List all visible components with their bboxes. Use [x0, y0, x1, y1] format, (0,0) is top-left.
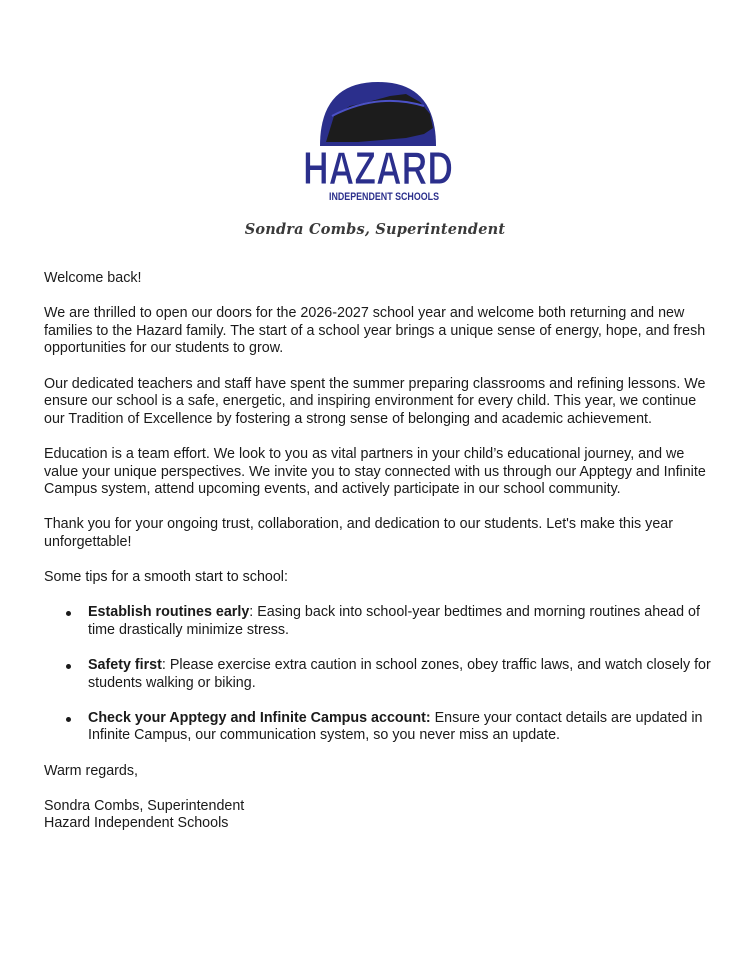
tip-text: Ensure your contact details are updated in Infinite Campus, our communication system, so you never miss an update.	[88, 709, 703, 744]
logo-subtitle: INDEPENDENT SCHOOLS	[329, 191, 439, 203]
tip-text: : Please exercise extra caution in school zones, obey traffic laws, and watch closely for students walking or biking.	[88, 657, 711, 691]
tip-title: Safety first	[88, 657, 162, 674]
paragraph: Thank you for your ongoing trust, collaboration, and dedication to our students. Let's make this year unforgettable!	[44, 516, 673, 550]
greeting: Welcome back!	[44, 270, 142, 286]
bullet-icon	[66, 611, 71, 616]
paragraph: We are thrilled to open our doors for the 2026-2027 school year and welcome both returning and new families to the Hazard family. The start of a school year brings a unique sense of energy, hope, and fresh opportunities for our students to grow.	[44, 305, 706, 357]
signoff-name: Sondra Combs, Superintendent	[44, 797, 245, 814]
bullet-icon	[66, 664, 71, 669]
letter-body	[44, 270, 712, 833]
list-item	[44, 710, 712, 745]
signoff-block	[44, 798, 712, 833]
header-signature: Sondra Combs, Superintendent	[244, 221, 506, 238]
paragraph: Our dedicated teachers and staff have spent the summer preparing classrooms and refining lessons. We ensure our school is a safe, energetic, and inspiring environment for every child. This year, we continue our Tradition of Excellence by fostering a strong sense of belonging and academic achievement.	[44, 375, 706, 427]
tip-title: Establish routines early	[88, 604, 250, 621]
signoff-org: Hazard Independent Schools	[44, 815, 229, 832]
paragraph: Education is a team effort. We look to you as vital partners in your child’s educational journey, and we value your unique perspectives. We invite you to stay connected with us through our Apptegy and Infinite Campus system, attend upcoming events, and actively participate in our school community.	[44, 445, 706, 498]
tip-title: Check your Apptegy and Infinite Campus account:	[88, 709, 431, 726]
tips-intro: Some tips for a smooth start to school:	[44, 569, 288, 586]
closing-line: Warm regards,	[44, 762, 139, 779]
list-item	[44, 604, 712, 639]
tip-text: : Easing back into school-year bedtimes and morning routines ahead of time drastically minimize stress.	[88, 604, 700, 638]
bullet-icon	[66, 717, 71, 722]
logo-wordmark: HAZARD	[303, 142, 453, 194]
district-logo	[298, 76, 458, 206]
tips-list	[44, 604, 712, 745]
list-item	[44, 657, 712, 692]
closing-block	[44, 763, 712, 833]
